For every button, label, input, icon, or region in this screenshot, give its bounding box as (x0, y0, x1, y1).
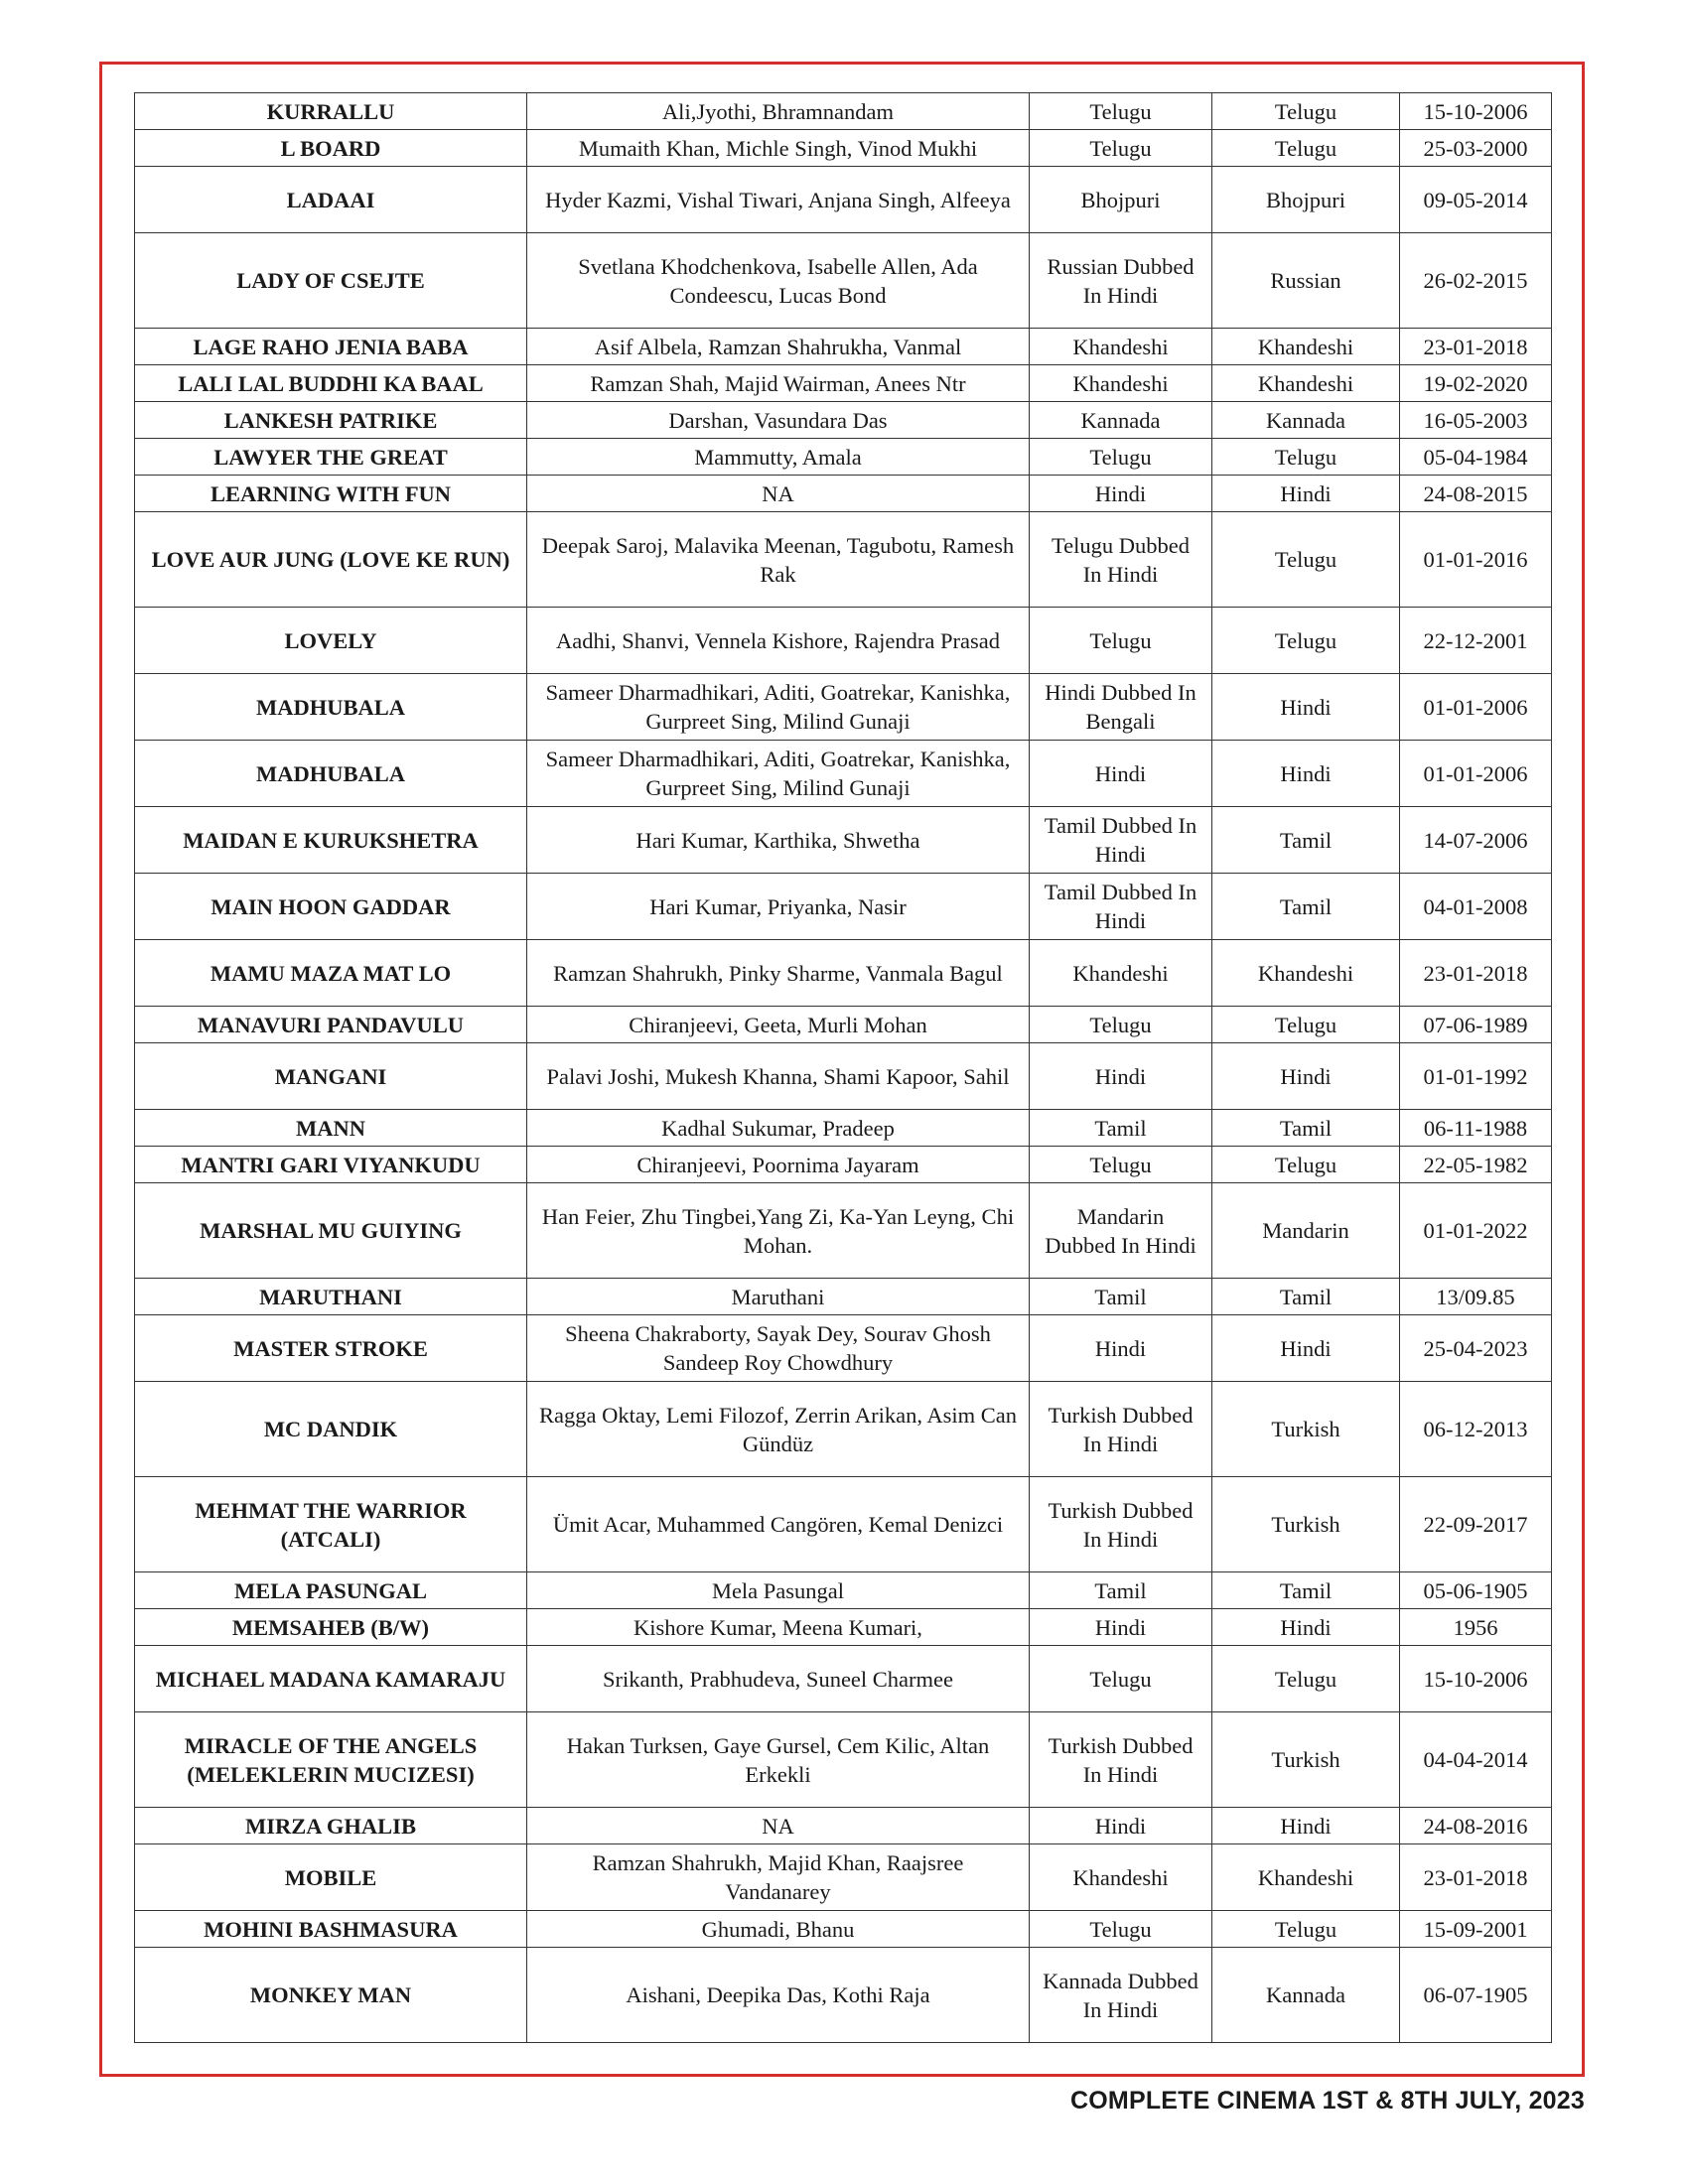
film-row (135, 1110, 1552, 1147)
film-language: Russian Dubbed In Hindi (1030, 233, 1212, 329)
film-title: MADHUBALA (135, 741, 527, 807)
film-row (135, 741, 1552, 807)
film-date: 04-01-2008 (1400, 874, 1552, 940)
film-date: 14-07-2006 (1400, 807, 1552, 874)
film-language: Hindi (1030, 1808, 1212, 1844)
film-language: Khandeshi (1030, 329, 1212, 365)
film-title: LOVE AUR JUNG (LOVE KE RUN) (135, 512, 527, 608)
film-language: Hindi (1030, 1609, 1212, 1646)
film-cast: Srikanth, Prabhudeva, Suneel Charmee (527, 1646, 1030, 1712)
film-row (135, 1646, 1552, 1712)
film-title: LAWYER THE GREAT (135, 439, 527, 476)
film-original-language: Telugu (1212, 1147, 1400, 1183)
film-cast: Ramzan Shahrukh, Majid Khan, Raajsree Vandanarey (527, 1844, 1030, 1911)
film-date: 04-04-2014 (1400, 1712, 1552, 1808)
film-row (135, 130, 1552, 167)
film-row (135, 1808, 1552, 1844)
film-date: 22-12-2001 (1400, 608, 1552, 674)
film-cast: Ragga Oktay, Lemi Filozof, Zerrin Arikan, Asim Can Gündüz (527, 1382, 1030, 1477)
film-row (135, 1007, 1552, 1043)
film-language: Hindi (1030, 1043, 1212, 1110)
film-language: Kannada (1030, 402, 1212, 439)
film-title: MEHMAT THE WARRIOR (ATCALI) (135, 1477, 527, 1572)
film-row (135, 1911, 1552, 1948)
film-row (135, 1477, 1552, 1572)
film-date: 23-01-2018 (1400, 329, 1552, 365)
film-row (135, 1147, 1552, 1183)
film-original-language: Khandeshi (1212, 329, 1400, 365)
film-date: 19-02-2020 (1400, 365, 1552, 402)
film-title: MANTRI GARI VIYANKUDU (135, 1147, 527, 1183)
film-cast: Aadhi, Shanvi, Vennela Kishore, Rajendra Prasad (527, 608, 1030, 674)
film-original-language: Turkish (1212, 1382, 1400, 1477)
film-cast: NA (527, 476, 1030, 512)
film-original-language: Telugu (1212, 1007, 1400, 1043)
film-cast: Kishore Kumar, Meena Kumari, (527, 1609, 1030, 1646)
film-title: MOHINI BASHMASURA (135, 1911, 527, 1948)
film-language: Tamil (1030, 1110, 1212, 1147)
film-date: 06-11-1988 (1400, 1110, 1552, 1147)
film-language: Telugu (1030, 439, 1212, 476)
film-title: MANN (135, 1110, 527, 1147)
film-row (135, 402, 1552, 439)
film-original-language: Tamil (1212, 1572, 1400, 1609)
film-original-language: Telugu (1212, 512, 1400, 608)
film-cast: Ramzan Shah, Majid Wairman, Anees Ntr (527, 365, 1030, 402)
film-language: Telugu (1030, 1911, 1212, 1948)
film-language: Hindi Dubbed In Bengali (1030, 674, 1212, 741)
film-language: Telugu (1030, 1147, 1212, 1183)
film-date: 24-08-2015 (1400, 476, 1552, 512)
film-original-language: Telugu (1212, 1911, 1400, 1948)
film-original-language: Turkish (1212, 1477, 1400, 1572)
film-row (135, 1315, 1552, 1382)
film-title: MELA PASUNGAL (135, 1572, 527, 1609)
film-row (135, 608, 1552, 674)
film-cast: Sheena Chakraborty, Sayak Dey, Sourav Ghosh Sandeep Roy Chowdhury (527, 1315, 1030, 1382)
film-original-language: Tamil (1212, 874, 1400, 940)
film-language: Telugu (1030, 1007, 1212, 1043)
film-title: LAGE RAHO JENIA BABA (135, 329, 527, 365)
film-language: Tamil (1030, 1279, 1212, 1315)
film-cast: Hakan Turksen, Gaye Gursel, Cem Kilic, Altan Erkekli (527, 1712, 1030, 1808)
film-original-language: Mandarin (1212, 1183, 1400, 1279)
film-date: 06-12-2013 (1400, 1382, 1552, 1477)
film-cast: Sameer Dharmadhikari, Aditi, Goatrekar, Kanishka, Gurpreet Sing, Milind Gunaji (527, 674, 1030, 741)
film-title: LALI LAL BUDDHI KA BAAL (135, 365, 527, 402)
film-cast: Sameer Dharmadhikari, Aditi, Goatrekar, Kanishka, Gurpreet Sing, Milind Gunaji (527, 741, 1030, 807)
film-cast: Han Feier, Zhu Tingbei,Yang Zi, Ka-Yan Leyng, Chi Mohan. (527, 1183, 1030, 1279)
film-language: Khandeshi (1030, 1844, 1212, 1911)
film-title: MANGANI (135, 1043, 527, 1110)
film-title: MAMU MAZA MAT LO (135, 940, 527, 1007)
film-date: 01-01-1992 (1400, 1043, 1552, 1110)
film-language: Tamil (1030, 1572, 1212, 1609)
film-title: KURRALLU (135, 93, 527, 130)
film-title: LADY OF CSEJTE (135, 233, 527, 329)
film-cast: Kadhal Sukumar, Pradeep (527, 1110, 1030, 1147)
film-title: MIRZA GHALIB (135, 1808, 527, 1844)
film-cast: Hari Kumar, Karthika, Shwetha (527, 807, 1030, 874)
film-cast: NA (527, 1808, 1030, 1844)
footer-caption: COMPLETE CINEMA 1ST & 8TH JULY, 2023 (1070, 2087, 1585, 2115)
film-table (134, 92, 1552, 2043)
film-row (135, 1183, 1552, 1279)
film-date: 15-10-2006 (1400, 93, 1552, 130)
film-original-language: Hindi (1212, 674, 1400, 741)
film-title: MIRACLE OF THE ANGELS (MELEKLERIN MUCIZESI) (135, 1712, 527, 1808)
film-title: MAIDAN E KURUKSHETRA (135, 807, 527, 874)
film-language: Telugu (1030, 130, 1212, 167)
film-original-language: Tamil (1212, 1110, 1400, 1147)
film-date: 23-01-2018 (1400, 1844, 1552, 1911)
film-language: Telugu (1030, 608, 1212, 674)
film-original-language: Turkish (1212, 1712, 1400, 1808)
film-row (135, 1382, 1552, 1477)
film-row (135, 1609, 1552, 1646)
film-title: LADAAI (135, 167, 527, 233)
film-title: MADHUBALA (135, 674, 527, 741)
film-date: 23-01-2018 (1400, 940, 1552, 1007)
film-cast: Hari Kumar, Priyanka, Nasir (527, 874, 1030, 940)
film-row (135, 940, 1552, 1007)
film-language: Turkish Dubbed In Hindi (1030, 1477, 1212, 1572)
film-date: 22-05-1982 (1400, 1147, 1552, 1183)
film-original-language: Khandeshi (1212, 365, 1400, 402)
film-title: MONKEY MAN (135, 1948, 527, 2043)
film-title: MICHAEL MADANA KAMARAJU (135, 1646, 527, 1712)
film-table-body (135, 93, 1552, 2043)
film-original-language: Telugu (1212, 93, 1400, 130)
film-original-language: Hindi (1212, 1808, 1400, 1844)
film-language: Hindi (1030, 476, 1212, 512)
film-row (135, 329, 1552, 365)
film-title: LANKESH PATRIKE (135, 402, 527, 439)
film-original-language: Hindi (1212, 741, 1400, 807)
film-row (135, 674, 1552, 741)
film-row (135, 167, 1552, 233)
film-language: Hindi (1030, 1315, 1212, 1382)
film-language: Khandeshi (1030, 365, 1212, 402)
film-date: 1956 (1400, 1609, 1552, 1646)
film-row (135, 1948, 1552, 2043)
film-original-language: Russian (1212, 233, 1400, 329)
film-title: MARSHAL MU GUIYING (135, 1183, 527, 1279)
film-language: Mandarin Dubbed In Hindi (1030, 1183, 1212, 1279)
film-cast: Palavi Joshi, Mukesh Khanna, Shami Kapoor, Sahil (527, 1043, 1030, 1110)
film-title: MARUTHANI (135, 1279, 527, 1315)
film-original-language: Bhojpuri (1212, 167, 1400, 233)
film-cast: Chiranjeevi, Geeta, Murli Mohan (527, 1007, 1030, 1043)
film-original-language: Hindi (1212, 476, 1400, 512)
film-date: 07-06-1989 (1400, 1007, 1552, 1043)
film-language: Tamil Dubbed In Hindi (1030, 807, 1212, 874)
film-cast: Ramzan Shahrukh, Pinky Sharme, Vanmala Bagul (527, 940, 1030, 1007)
film-language: Telugu (1030, 93, 1212, 130)
film-date: 13/09.85 (1400, 1279, 1552, 1315)
film-cast: Maruthani (527, 1279, 1030, 1315)
film-date: 01-01-2006 (1400, 674, 1552, 741)
film-language: Turkish Dubbed In Hindi (1030, 1382, 1212, 1477)
film-original-language: Tamil (1212, 1279, 1400, 1315)
film-cast: Asif Albela, Ramzan Shahrukha, Vanmal (527, 329, 1030, 365)
film-cast: Ali,Jyothi, Bhramnandam (527, 93, 1030, 130)
film-title: MASTER STROKE (135, 1315, 527, 1382)
film-date: 15-09-2001 (1400, 1911, 1552, 1948)
film-language: Turkish Dubbed In Hindi (1030, 1712, 1212, 1808)
film-language: Tamil Dubbed In Hindi (1030, 874, 1212, 940)
film-language: Khandeshi (1030, 940, 1212, 1007)
film-original-language: Khandeshi (1212, 940, 1400, 1007)
film-original-language: Khandeshi (1212, 1844, 1400, 1911)
film-original-language: Kannada (1212, 1948, 1400, 2043)
film-title: MC DANDIK (135, 1382, 527, 1477)
film-date: 25-03-2000 (1400, 130, 1552, 167)
film-original-language: Hindi (1212, 1609, 1400, 1646)
film-cast: Darshan, Vasundara Das (527, 402, 1030, 439)
film-language: Telugu Dubbed In Hindi (1030, 512, 1212, 608)
film-title: MEMSAHEB (B/W) (135, 1609, 527, 1646)
film-date: 01-01-2022 (1400, 1183, 1552, 1279)
film-title: L BOARD (135, 130, 527, 167)
film-row (135, 93, 1552, 130)
film-cast: Ghumadi, Bhanu (527, 1911, 1030, 1948)
film-language: Kannada Dubbed In Hindi (1030, 1948, 1212, 2043)
film-row (135, 874, 1552, 940)
film-date: 25-04-2023 (1400, 1315, 1552, 1382)
film-date: 09-05-2014 (1400, 167, 1552, 233)
film-language: Telugu (1030, 1646, 1212, 1712)
film-date: 01-01-2006 (1400, 741, 1552, 807)
film-row (135, 1043, 1552, 1110)
film-cast: Deepak Saroj, Malavika Meenan, Tagubotu, Ramesh Rak (527, 512, 1030, 608)
film-language: Bhojpuri (1030, 167, 1212, 233)
film-date: 24-08-2016 (1400, 1808, 1552, 1844)
film-original-language: Kannada (1212, 402, 1400, 439)
film-original-language: Telugu (1212, 439, 1400, 476)
film-cast: Mammutty, Amala (527, 439, 1030, 476)
film-original-language: Hindi (1212, 1043, 1400, 1110)
film-title: MAIN HOON GADDAR (135, 874, 527, 940)
film-title: LOVELY (135, 608, 527, 674)
film-original-language: Telugu (1212, 608, 1400, 674)
film-date: 05-06-1905 (1400, 1572, 1552, 1609)
film-date: 22-09-2017 (1400, 1477, 1552, 1572)
film-original-language: Hindi (1212, 1315, 1400, 1382)
film-cast: Ümit Acar, Muhammed Cangören, Kemal Denizci (527, 1477, 1030, 1572)
film-date: 15-10-2006 (1400, 1646, 1552, 1712)
film-title: MANAVURI PANDAVULU (135, 1007, 527, 1043)
film-row (135, 1712, 1552, 1808)
film-title: LEARNING WITH FUN (135, 476, 527, 512)
film-date: 06-07-1905 (1400, 1948, 1552, 2043)
film-row (135, 439, 1552, 476)
film-row (135, 1844, 1552, 1911)
film-cast: Mumaith Khan, Michle Singh, Vinod Mukhi (527, 130, 1030, 167)
film-cast: Svetlana Khodchenkova, Isabelle Allen, Ada Condeescu, Lucas Bond (527, 233, 1030, 329)
film-original-language: Tamil (1212, 807, 1400, 874)
film-date: 26-02-2015 (1400, 233, 1552, 329)
film-cast: Mela Pasungal (527, 1572, 1030, 1609)
film-row (135, 365, 1552, 402)
film-language: Hindi (1030, 741, 1212, 807)
film-row (135, 1572, 1552, 1609)
film-row (135, 1279, 1552, 1315)
film-cast: Hyder Kazmi, Vishal Tiwari, Anjana Singh, Alfeeya (527, 167, 1030, 233)
film-original-language: Telugu (1212, 1646, 1400, 1712)
film-row (135, 512, 1552, 608)
film-original-language: Telugu (1212, 130, 1400, 167)
film-cast: Chiranjeevi, Poornima Jayaram (527, 1147, 1030, 1183)
film-row (135, 807, 1552, 874)
film-date: 16-05-2003 (1400, 402, 1552, 439)
film-row (135, 476, 1552, 512)
film-row (135, 233, 1552, 329)
film-date: 01-01-2016 (1400, 512, 1552, 608)
film-cast: Aishani, Deepika Das, Kothi Raja (527, 1948, 1030, 2043)
film-title: MOBILE (135, 1844, 527, 1911)
film-date: 05-04-1984 (1400, 439, 1552, 476)
